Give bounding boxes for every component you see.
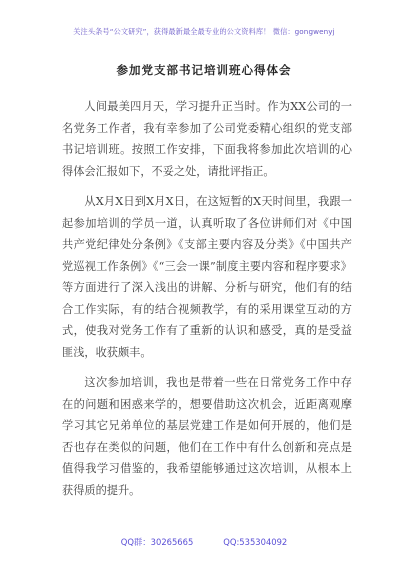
body-paragraph-2: 从X月X日到X月X日，在这短暂的X天时间里，我跟一起参加培训的学员一道，认真听取了各位讲师们对《中国共产党纪律处分条例》《支部主要内容及分类》《中国共产党巡视工作条例》《“三会一课”制度主要内容和程序要求》等方面进行了深入浅出的讲解、分析与研究，他们有的结合工作实际，有的结合视频教学，有的采用课堂互动的方式，使我对党务工作有了重新的认识和感受，真的是受益匪浅，收获颇丰。 (62, 195, 352, 359)
footer-qq-group: QQ群：30265665 (120, 537, 194, 547)
footer-qq: QQ:535304092 (223, 537, 288, 547)
body-paragraph-3: 这次参加培训，我也是带着一些在日常党务工作中存在的问题和困惑来学的，想要借助这次机会，近距离观摩学习其它兄弟单位的基层党建工作是如何开展的，他们是否也存在类似的问题，他们在工作中有什么创新和亮点是值得我学习借鉴的，我希望能够通过这次培训，从根本上获得质的提升。 (62, 376, 352, 497)
body-paragraph-1: 人间最美四月天，学习提升正当时。作为XX公司的一名党务工作者，我有幸参加了公司党委精心组织的党支部书记培训班。按照工作安排，下面我将参加此次培训的心得体会汇报如下，不妥之处，请批评指正。 (62, 100, 352, 178)
document-title: 参加党支部书记培训班心得体会 (116, 63, 292, 77)
header-promo-note: 关注头条号“公文研究”，获得最新最全最专业的公文资料库！ 微信：gongwenyj (73, 27, 335, 36)
document-body (62, 96, 352, 510)
footer-contact (0, 536, 408, 548)
